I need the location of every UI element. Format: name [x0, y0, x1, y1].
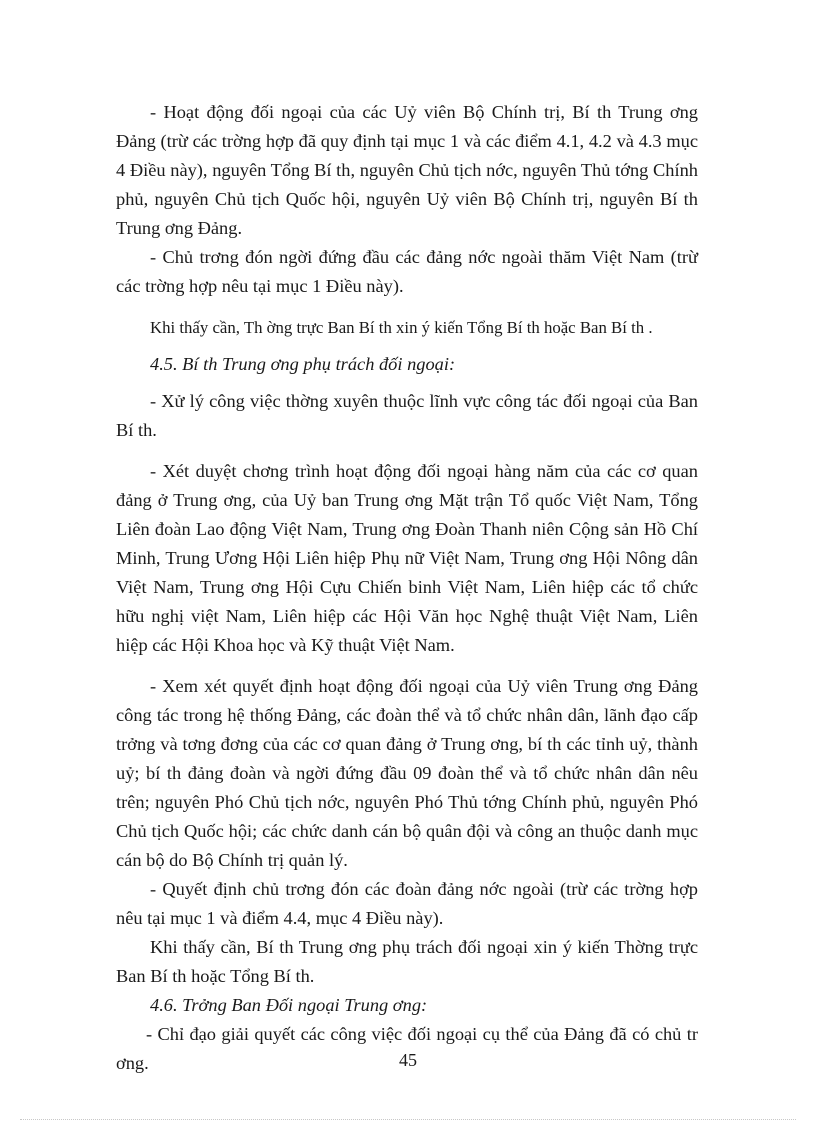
paragraph: - Xem xét quyết định hoạt động đối ngoại của Uỷ viên Trung ơng Đảng công tác trong hệ thống Đảng, các đoàn thể và tổ chức nhân dân, lãnh đạo cấp trởng và tơng đơng của các cơ quan đảng ở Trung ơng, bí th các tỉnh uỷ, thành uỷ; bí th đảng đoàn và ngời đứng đầu 09 đoàn thể và tổ chức nhân dân nêu trên; nguyên Phó Chủ tịch nớc, nguyên Phó Thủ tớng Chính phủ, nguyên Phó Chủ tịch Quốc hội; các chức danh cán bộ quân đội và công an thuộc danh mục cán bộ do Bộ Chính trị quản lý. [116, 676, 698, 870]
paragraph: Khi thấy cần, Th ờng trực Ban Bí th xin ý kiến Tổng Bí th hoặc Ban Bí th . [150, 318, 653, 337]
paragraph: - Xử lý công việc thờng xuyên thuộc lĩnh vực công tác đối ngoại của Ban Bí th. [116, 391, 698, 440]
paragraph: - Chỉ đạo giải quyết các công việc đối ngoại cụ thể của Đảng đã có chủ tr ơng. [116, 1024, 698, 1073]
paragraph: - Xét duyệt chơng trình hoạt động đối ngoại hàng năm của các cơ quan đảng ở Trung ơng, của Uỷ ban Trung ơng Mặt trận Tổ quốc Việt Nam, Tổng Liên đoàn Lao động Việt Nam, Trung ơng Đoàn Thanh niên Cộng sản Hồ Chí Minh, Trung Ương Hội Liên hiệp Phụ nữ Việt Nam, Trung ơng Hội Nông dân Việt Nam, Trung ơng Hội Cựu Chiến binh Việt Nam, Liên hiệp các tổ chức hữu nghị việt Nam, Liên hiệp các Hội Văn học Nghệ thuật Việt Nam, Liên hiệp các Hội Khoa học và Kỹ thuật Việt Nam. [116, 461, 698, 655]
page-bottom-divider [20, 1119, 796, 1120]
paragraph: - Chủ trơng đón ngời đứng đầu các đảng nớc ngoài thăm Việt Nam (trừ các trờng hợp nêu tại mục 1 Điều này). [116, 247, 698, 296]
paragraph: - Quyết định chủ trơng đón các đoàn đảng nớc ngoài (trừ các trờng hợp nêu tại mục 1 và điểm 4.4, mục 4 Điều này). [116, 879, 698, 928]
paragraph: - Hoạt động đối ngoại của các Uỷ viên Bộ Chính trị, Bí th Trung ơng Đảng (trừ các trờng hợp đã quy định tại mục 1 và các điểm 4.1, 4.2 và 4.3 mục 4 Điều này), nguyên Tổng Bí th, nguyên Chủ tịch nớc, nguyên Thủ tớng Chính phủ, nguyên Chủ tịch Quốc hội, nguyên Uỷ viên Bộ Chính trị, nguyên Bí th Trung ơng Đảng. [116, 102, 698, 238]
paragraph: Khi thấy cần, Bí th Trung ơng phụ trách đối ngoại xin ý kiến Thờng trực Ban Bí th hoặc Tổng Bí th. [116, 937, 698, 986]
section-heading: 4.6. Trởng Ban Đối ngoại Trung ơng: [150, 995, 428, 1015]
document-body [116, 98, 698, 1078]
page-number: 45 [399, 1050, 417, 1070]
section-heading: 4.5. Bí th Trung ơng phụ trách đối ngoại: [150, 354, 456, 374]
